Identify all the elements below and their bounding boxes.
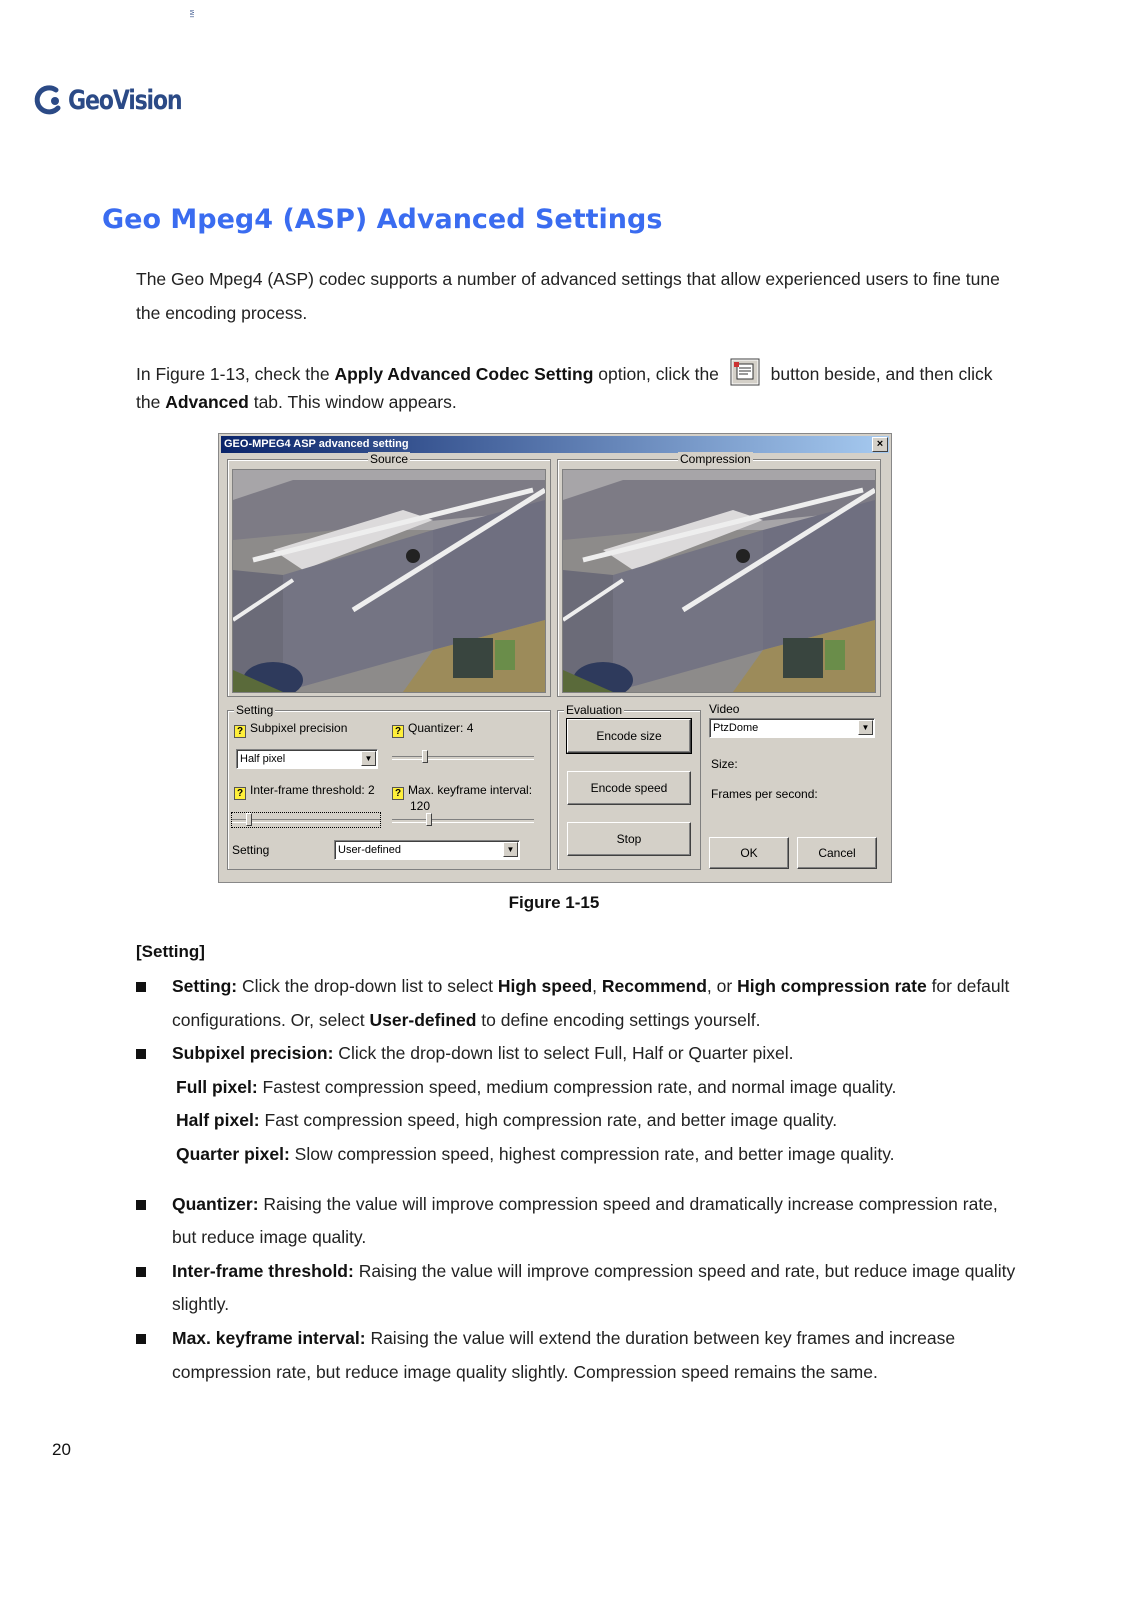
source-video-frame [232, 469, 546, 693]
cancel-button[interactable]: Cancel [797, 837, 877, 869]
option-high-speed: High speed [497, 976, 593, 996]
text: Slow compression speed, highest compression rate, and better image quality. [289, 1143, 895, 1164]
compression-group [557, 452, 881, 697]
evaluation-group-label: Evaluation [566, 703, 623, 717]
advanced-tab-term: Advanced [165, 392, 249, 412]
video-dropdown[interactable] [709, 718, 875, 738]
compression-label: Compression [680, 452, 751, 466]
interframe-label-text: Inter-frame threshold: 2 [250, 783, 375, 797]
geovision-logo-icon [34, 84, 66, 116]
subpixel-value: Half pixel [240, 753, 286, 765]
text: Raising the value will improve compression speed and rate, but reduce image quality slightly. [172, 1260, 1016, 1315]
setting-dropdown[interactable] [334, 840, 520, 860]
instruction-text-4: tab. This window appears. [248, 392, 457, 412]
term: Max. keyframe interval: [172, 1327, 366, 1348]
text: Raising the value will improve compression speed and dramatically increase compression rate, but reduce image quality. [172, 1193, 998, 1248]
advanced-setting-dialog [218, 433, 892, 883]
video-value: PtzDome [713, 722, 759, 734]
setting-label: Setting [232, 843, 270, 857]
stop-button[interactable]: Stop [567, 822, 691, 856]
dropdown-arrow-icon[interactable]: ▼ [361, 751, 376, 766]
size-label: Size: [711, 757, 738, 771]
option-recommend: Recommend [601, 976, 707, 996]
term: Quarter pixel: [176, 1143, 290, 1164]
ok-button[interactable]: OK [709, 837, 789, 869]
term: Quantizer: [172, 1193, 259, 1214]
help-icon[interactable]: ? [392, 725, 404, 738]
subpixel-label-text: Subpixel precision [250, 721, 348, 735]
text: Fastest compression speed, medium compression rate, and normal image quality. [257, 1076, 897, 1097]
list-item-keyframe [136, 1322, 1016, 1389]
quantizer-label-text: Quantizer: 4 [408, 721, 474, 735]
fps-label: Frames per second: [711, 787, 818, 801]
slider-track [232, 819, 380, 823]
term: Inter-frame threshold: [172, 1260, 354, 1281]
subpixel-precision-dropdown[interactable] [236, 749, 378, 769]
subitem-full-pixel [136, 1071, 1016, 1105]
subitem-quarter-pixel [136, 1138, 1016, 1172]
encode-size-button[interactable]: Encode size [567, 719, 691, 753]
settings-list [136, 970, 1016, 1389]
close-button[interactable]: × [872, 437, 888, 452]
setting-group-label: Setting [236, 703, 274, 717]
encode-speed-button[interactable]: Encode speed [567, 771, 691, 805]
text: Click the drop-down list to select [237, 976, 498, 996]
help-icon[interactable]: ? [234, 725, 246, 738]
slider-track [392, 756, 534, 760]
slider-thumb[interactable] [426, 813, 432, 826]
interframe-slider[interactable] [232, 813, 380, 827]
help-icon[interactable]: ? [392, 787, 404, 800]
term: Subpixel precision: [172, 1043, 334, 1064]
list-item-setting [136, 970, 1016, 1037]
logo-text: GeoVision [68, 84, 182, 116]
subpixel-precision-label [234, 721, 347, 738]
compression-video-frame [562, 469, 876, 693]
instruction-paragraph [136, 358, 1016, 416]
keyframe-interval-label [392, 783, 532, 800]
slider-thumb[interactable] [246, 813, 252, 826]
slider-track [392, 819, 534, 823]
instruction-text-2: option, click the [593, 364, 724, 384]
text: to define encoding settings yourself. [476, 1009, 761, 1030]
video-label: Video [709, 702, 740, 716]
text: , or [706, 976, 738, 996]
quantizer-slider[interactable] [392, 750, 534, 764]
text: Fast compression speed, high compression rate, and better image quality. [259, 1110, 838, 1131]
option-user-defined: User-defined [369, 1009, 477, 1030]
term: Half pixel: [176, 1110, 260, 1131]
term: Full pixel: [176, 1076, 258, 1097]
intro-paragraph: The Geo Mpeg4 (ASP) codec supports a number of advanced settings that allow experienced users to fine tune the encoding process. [136, 269, 1000, 323]
text: , [592, 976, 602, 996]
page-number: 20 [52, 1440, 71, 1459]
term: Setting: [172, 976, 238, 996]
instruction-text-1: In Figure 1-13, check the [136, 364, 335, 384]
interframe-threshold-label [234, 783, 375, 800]
dropdown-arrow-icon[interactable]: ▼ [858, 720, 873, 735]
codec-settings-icon [730, 358, 760, 386]
logo-trademark: TM [190, 10, 196, 19]
source-group [227, 452, 551, 697]
slider-thumb[interactable] [422, 750, 428, 763]
keyframe-slider[interactable] [392, 813, 534, 827]
setting-value: User-defined [338, 844, 401, 856]
figure-caption: Figure 1-15 [508, 893, 600, 912]
section-title: [Setting] [136, 942, 205, 961]
text: Click the drop-down list to select Full, Half or Quarter pixel. [333, 1043, 794, 1064]
quantizer-label [392, 721, 473, 738]
evaluation-group [557, 703, 701, 870]
list-item-subpixel [136, 1037, 1016, 1071]
apply-advanced-codec-term: Apply Advanced Codec Setting [334, 364, 594, 384]
subitem-half-pixel [136, 1104, 1016, 1138]
text: Raising the value will extend the duration between key frames and increase compression rate, but reduce image quality slightly. Compression speed remains the same. [172, 1327, 956, 1382]
list-item-quantizer [136, 1188, 1016, 1255]
option-high-compression-rate: High compression rate [737, 976, 927, 996]
keyframe-label-text: Max. keyframe interval: [408, 783, 533, 797]
page-title: Geo Mpeg4 (ASP) Advanced Settings [102, 204, 663, 235]
dialog-title: GEO-MPEG4 ASP advanced setting [224, 438, 409, 450]
keyframe-interval-value: 120 [410, 799, 431, 813]
dropdown-arrow-icon[interactable]: ▼ [503, 842, 518, 857]
setting-group [227, 703, 551, 870]
geovision-logo [34, 80, 206, 120]
dialog-titlebar [221, 436, 889, 453]
text: for default configurations. Or, select [172, 976, 1010, 1030]
help-icon[interactable]: ? [234, 787, 246, 800]
source-label: Source [370, 452, 409, 466]
instruction-text-3: button beside, and then click the [136, 364, 993, 412]
list-item-interframe [136, 1255, 1016, 1322]
